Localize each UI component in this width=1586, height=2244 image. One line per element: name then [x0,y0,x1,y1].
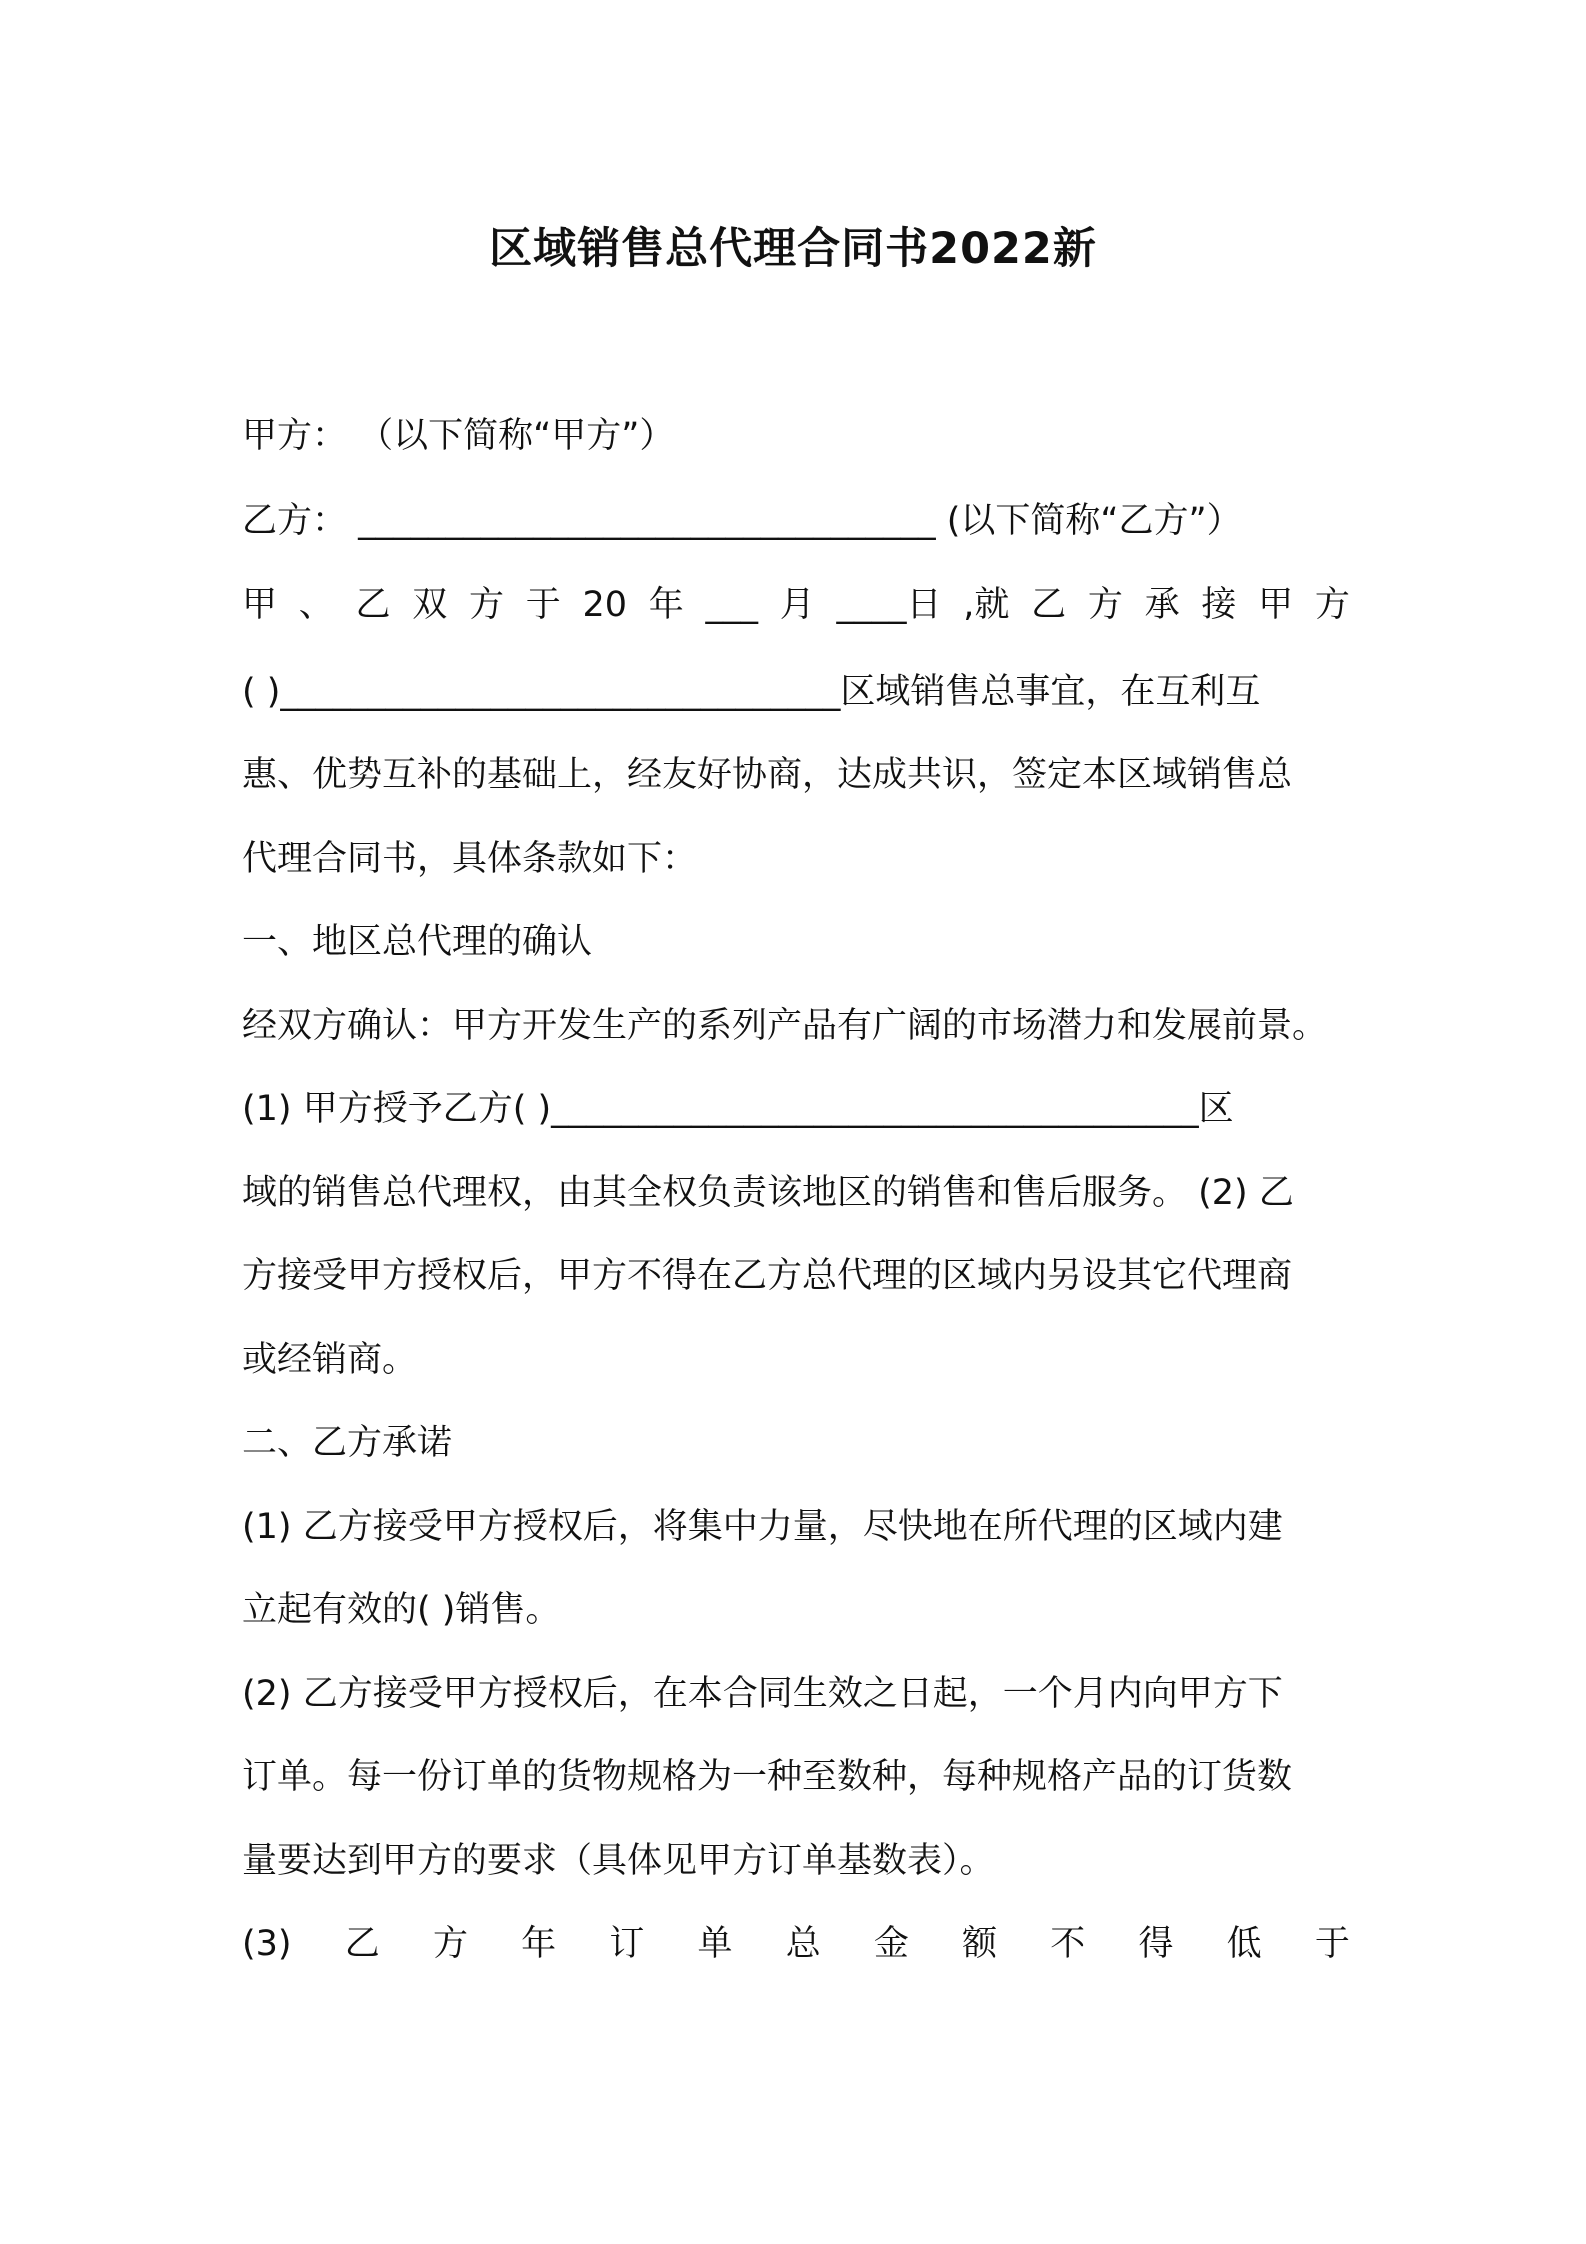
clause-char: 年 [521,1924,557,1964]
date-line-char: 方 [469,585,505,625]
region-line: ( )________________________________区域销售总事宜，在互利互 [242,672,1261,712]
clause-char: 单 [697,1924,733,1964]
date-line-char: 接 [1201,585,1237,625]
agreement-date-line [242,580,1350,630]
clause-char: 得 [1138,1924,1174,1964]
clause-line: 方接受甲方授权后，甲方不得在乙方总代理的区域内另设其它代理商 [242,1256,1293,1296]
clause-line: (1) 甲方授予乙方( )_____________________________________区 [242,1089,1234,1129]
clause-char: 方 [432,1924,468,1964]
clause-char: 金 [873,1924,909,1964]
date-line-char: 方 [1087,585,1123,625]
date-line-char: 承 [1144,585,1180,625]
clause-char: 不 [1050,1924,1086,1964]
section-heading-1: 一、地区总代理的确认 [242,922,593,962]
clause-char: 低 [1226,1924,1262,1964]
date-line-char: ,就 [963,585,1010,625]
clause-char: 乙 [344,1924,380,1964]
body-paragraph-line: 代理合同书，具体条款如下： [242,839,698,879]
clause-char: 订 [609,1924,645,1964]
document-title: 区域销售总代理合同书2022新 [489,224,1097,274]
clause-line: (2) 乙方接受甲方授权后，在本合同生效之日起，一个月内向甲方下 [242,1674,1283,1714]
year-prefix: 20 [582,585,628,625]
clause-number: (3) [242,1924,292,1964]
day-blank: ____日 [836,585,942,625]
date-line-char: 乙 [1031,585,1067,625]
clause-char: 额 [962,1924,998,1964]
date-line-char: 于 [525,585,561,625]
date-line-char: 双 [412,585,448,625]
party-a-line: 甲方： （以下简称“甲方”） [242,416,675,456]
party-b-line: 乙方： _________________________________ (以下简称“乙方”） [242,501,1242,541]
date-line-char: 甲 [242,585,278,625]
date-line-char: 、 [298,585,334,625]
date-line-char: 甲 [1258,585,1294,625]
clause-line: 立起有效的( )销售。 [242,1590,561,1630]
annual-order-clause-line [242,1919,1350,1969]
date-line-char: 年 [648,585,684,625]
section-heading-2: 二、乙方承诺 [242,1423,453,1463]
clause-line: 域的销售总代理权，由其全权负责该地区的销售和售后服务。 (2) 乙 [242,1173,1294,1213]
month-blank: ___ [705,585,759,625]
date-line-char: 方 [1314,585,1350,625]
clause-char: 总 [785,1924,821,1964]
clause-line: 量要达到甲方的要求（具体见甲方订单基数表）。 [242,1841,995,1881]
clause-char: 于 [1314,1924,1350,1964]
date-line-char: 月 [779,585,815,625]
clause-line: 订单。每一份订单的货物规格为一种至数种，每种规格产品的订货数 [242,1757,1293,1797]
date-line-char: 乙 [355,585,391,625]
clause-line: (1) 乙方接受甲方授权后，将集中力量，尽快地在所代理的区域内建 [242,1507,1283,1547]
clause-line: 或经销商。 [242,1340,418,1380]
body-paragraph-line: 惠、优势互补的基础上，经友好协商，达成共识，签定本区域销售总 [242,755,1293,795]
body-paragraph-line: 经双方确认：甲方开发生产的系列产品有广阔的市场潜力和发展前景。 [242,1006,1328,1046]
